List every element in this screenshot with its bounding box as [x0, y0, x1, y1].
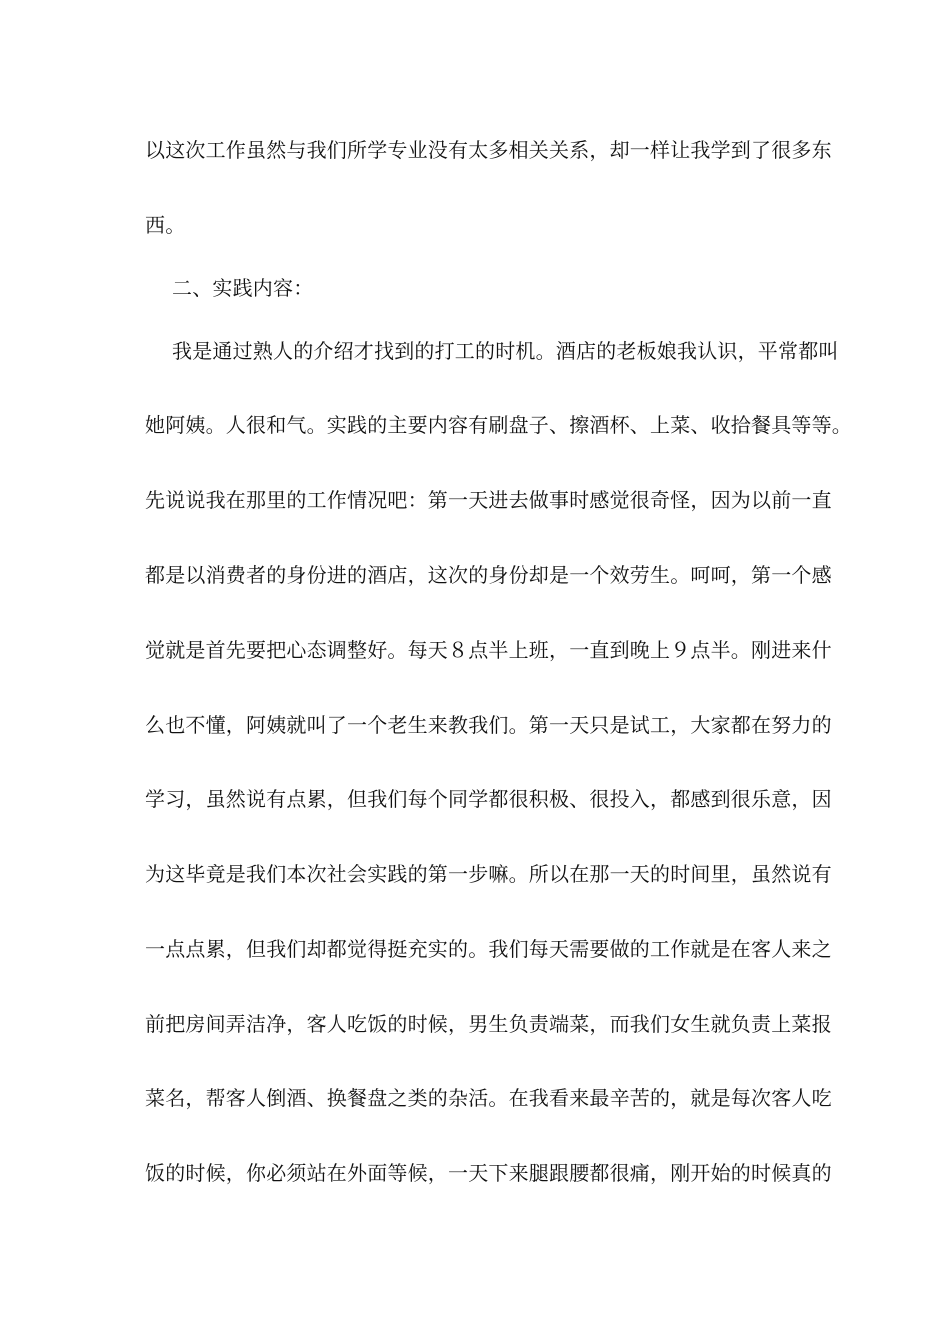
text-line: 菜名，帮客人倒酒、换餐盘之类的杂活。在我看来最辛苦的，就是每次客人吃 [145, 1086, 832, 1110]
text-line: 学习，虽然说有点累，但我们每个同学都很积极、很投入，都感到很乐意，因 [145, 787, 832, 811]
text-line: 觉就是首先要把心态调整好。每天８点半上班，一直到晚上９点半。刚进来什 [145, 638, 832, 662]
text-line: 先说说我在那里的工作情况吧：第一天进去做事时感觉很奇怪，因为以前一直 [145, 488, 832, 512]
text-line: 前把房间弄洁净，客人吃饭的时候，男生负责端菜，而我们女生就负责上菜报 [145, 1012, 832, 1036]
text-line: 饭的时候，你必须站在外面等候，一天下来腿跟腰都很痛，刚开始的时候真的 [145, 1161, 832, 1185]
text-line: 一点点累，但我们却都觉得挺充实的。我们每天需要做的工作就是在客人来之 [145, 937, 832, 961]
text-line: 为这毕竟是我们本次社会实践的第一步嘛。所以在那一天的时间里，虽然说有 [145, 862, 832, 886]
text-line: 都是以消费者的身份进的酒店，这次的身份却是一个效劳生。呵呵，第一个感 [145, 563, 832, 587]
text-line: 么也不懂，阿姨就叫了一个老生来教我们。第一天只是试工，大家都在努力的 [145, 713, 832, 737]
text-line: 以这次工作虽然与我们所学专业没有太多相关关系，却一样让我学到了很多东 [145, 138, 832, 162]
text-line: 她阿姨。人很和气。实践的主要内容有刷盘子、擦酒杯、上菜、收拾餐具等等。 [145, 413, 852, 437]
section-heading: 二、实践内容： [172, 276, 314, 300]
text-line: 我是通过熟人的介绍才找到的打工的时机。酒店的老板娘我认识，平常都叫 [172, 339, 839, 363]
text-line: 西。 [145, 213, 186, 237]
